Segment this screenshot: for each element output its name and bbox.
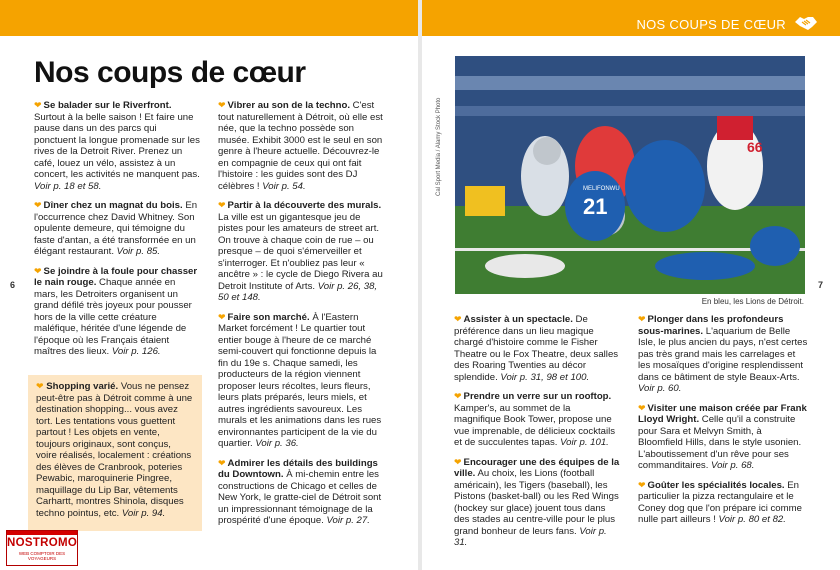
column-3 <box>454 314 620 557</box>
entry-market: ❤ Faire son marché. À l'Eastern Market forcément ! Le quartier tout entier bouge à l'heure de ce marché semi-couvert qui fonctionne depuis la fin du 19e s. Chaque samedi, les producteurs de la région viennent proposer leurs récoltes, leurs fleurs, leurs plats préparés, leurs miels, et autres ingrédients savoureux. Les murals et les animations dans les rues environnantes participent de la vie du quartier. Voir p. 36. <box>218 311 382 449</box>
photo-caption: En bleu, les Lions de Détroit. <box>701 297 804 306</box>
section-title: NOS COUPS DE CŒUR <box>636 17 786 32</box>
heart-icon: ❤ <box>638 314 646 324</box>
entry-murals: ❤ Partir à la découverte des murals. La ville est un gigantesque jeu de pistes pour les amateurs de street art. On trouve à chaque coin de rue – ou presque – de quoi s'émerveiller et s'interroger. Et n'oubliez pas leur « ancêtre » : le cycle de Diego Rivera au Detroit Institute of Arts. Voir p. 26, 38, 50 et 148. <box>218 200 383 303</box>
entry-shopping: ❤ Shopping varié. Vous ne pensez peut-être pas à Détroit comme à une destination shopping... vous avez tort. Les tentations vous guettent partout ! Les objets en vente, toujours originaux, sont conçus, voire réalisés, localement : créations des élèves de Cranbrook, poteries Pewabic, maroquinerie Pingree, maquillage du Lip Bar, vêtements Carhartt, montres Shinola, disques techno pointus, etc. Voir p. 94. <box>36 381 193 519</box>
entry-teams: ❤ Encourager une des équipes de la ville. Au choix, les Lions (football américain), les Tigers (baseball), les Pistons (basket-ball) ou les Red Wings (hockey sur glace) jouent tous dans des stades au centre-ville pour le plus grand bonheur de leurs fans. Voir p. 31. <box>454 456 620 548</box>
heart-icon: ❤ <box>36 381 44 391</box>
page-number-right: 7 <box>818 280 824 290</box>
column-2 <box>218 100 384 535</box>
football-photo <box>455 56 805 294</box>
jersey-name: MELIFONWU <box>583 186 620 192</box>
jersey-number: 21 <box>583 194 608 219</box>
heart-icon: ❤ <box>638 402 646 413</box>
column-4 <box>638 314 808 534</box>
entry-riverfront: ❤ Se balader sur le Riverfront. Surtout à la belle saison ! Et faire une pause dans un des parcs qui ponctuent la longue promenade sur les rives de la Detroit River. Prenez un café, louez un vélo, assistez à un concert, les activités ne manquent pas. Voir p. 18 et 58. <box>34 100 200 192</box>
entry-nain-rouge: ❤ Se joindre à la foule pour chasser le nain rouge. Chaque année en mars, les Detroiters organisent un grand défilé très joyeux pour pousser hors de la ville cette créature maléfique, héritée d'une légende de l'époque où les Français étaient maîtres des lieux. Voir p. 126. <box>34 265 198 357</box>
entry-wright-house: ❤ Visiter une maison créée par Frank Lloyd Wright. Celle qu'il a construite pour Sara et Melvyn Smith, à Bloomfield Hills, dans le style usonien. L'aboutissement d'un rêve pour ses commanditaires. Voir p. 68. <box>638 402 807 471</box>
logo-ribbon <box>7 531 77 535</box>
heart-icon: ❤ <box>454 314 462 324</box>
book-gutter <box>418 0 422 570</box>
heart-icon: ❤ <box>454 391 462 401</box>
entry-local-food: ❤ Goûter les spécialités locales. En particulier la pizza rectangulaire et le Coney dog que l'on prépare ici comme nulle part ailleurs ! Voir p. 80 et 82. <box>638 479 802 525</box>
football-scene <box>455 56 805 294</box>
heart-icon: ❤ <box>638 479 646 490</box>
entry-aquarium: ❤ Plonger dans les profondeurs sous-marines. L'aquarium de Belle Isle, le plus ancien du pays, n'est certes pas très grand mais les carrelages et les mosaïques d'origine resplendissent dans ce bâtiment de style Beaux-Arts. Voir p. 60. <box>638 314 808 394</box>
heart-icon: ❤ <box>34 100 42 110</box>
heart-icon: ❤ <box>218 100 226 110</box>
shopping-box <box>28 375 202 531</box>
page-title: Nos coups de cœur <box>34 56 306 89</box>
photo-credit: Cal Sport Media / Alamy Stock Photo <box>436 97 442 196</box>
logo-tagline: WEB COMPTOIR DES VOYAGEURS <box>18 551 66 561</box>
handshake-icon <box>794 14 818 32</box>
entry-techno: ❤ Vibrer au son de la techno. C'est tout naturellement à Détroit, où elle est née, que la techno possède son musée. Exhibit 3000 est le seul en son genre à l'heure actuelle. Découvrez-le en compagnie de ceux qui ont fait l'histoire : les guides sont des DJ célèbres ! Voir p. 54. <box>218 100 383 192</box>
entry-downtown: ❤ Admirer les détails des buildings du Downtown. À mi-chemin entre les constructions de Chicago et celles de New York, le gratte-ciel de Détroit sont un impressionnant témoignage de la prospérité d'une époque. Voir p. 27. <box>218 457 382 526</box>
column-1 <box>34 100 200 366</box>
header-band-left <box>0 0 418 36</box>
entry-spectacle: ❤ Assister à un spectacle. De préférence dans un lieu magique chargé d'histoire comme le Fisher Theatre ou le Fox Theatre, deux salles des Roaring Twenties au décor splendide. Voir p. 31, 98 et 100. <box>454 314 619 383</box>
jersey-number-red: 66 <box>747 139 763 155</box>
heart-icon: ❤ <box>218 457 226 468</box>
page-number-left: 6 <box>10 280 16 290</box>
heart-icon: ❤ <box>218 200 226 210</box>
heart-icon: ❤ <box>454 456 462 467</box>
heart-icon: ❤ <box>34 200 42 210</box>
nostromo-logo <box>6 530 78 566</box>
entry-rooftop: ❤ Prendre un verre sur un rooftop. Kamper's, au sommet de la magnifique Book Tower, propose une vue imprenable, de délicieux cocktails et de succulentes tapas. Voir p. 101. <box>454 391 616 448</box>
heart-icon: ❤ <box>34 265 42 276</box>
logo-brand: NOSTROMO <box>7 537 78 549</box>
heart-icon: ❤ <box>218 311 226 322</box>
entry-whitney: ❤ Dîner chez un magnat du bois. En l'occurrence chez David Whitney. Son opulente demeure, qui témoigne du faste d'antan, a été transformée en un élégant restaurant. Voir p. 85. <box>34 200 198 257</box>
